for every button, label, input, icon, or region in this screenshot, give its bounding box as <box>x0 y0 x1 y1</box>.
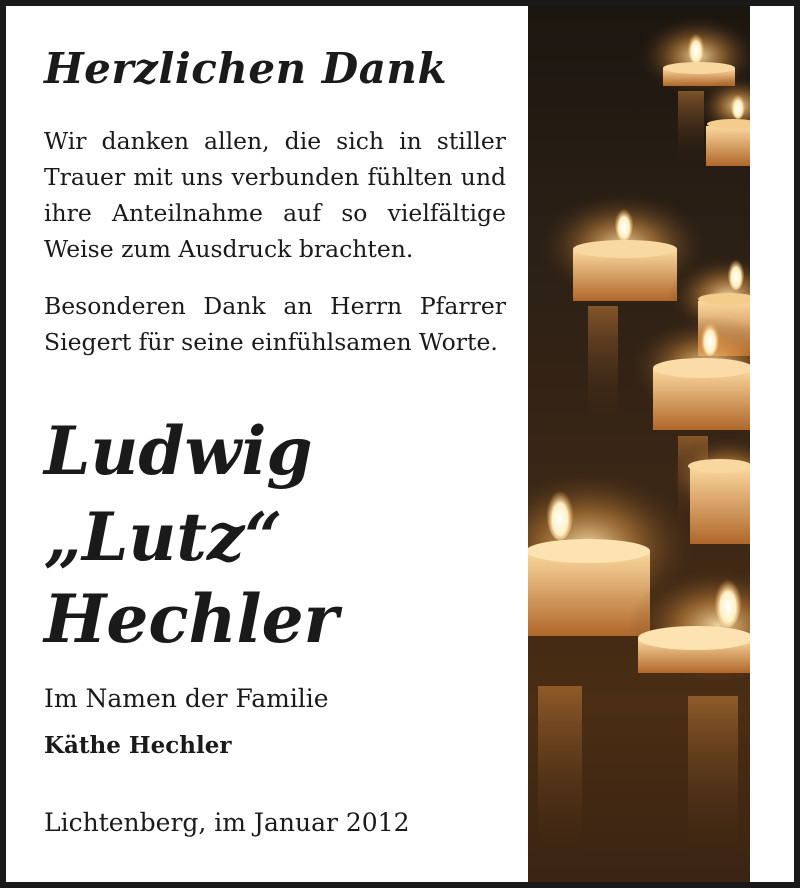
signer-name: Käthe Hechler <box>44 732 232 759</box>
candles-photo <box>528 6 750 882</box>
deceased-first-name: Ludwig <box>44 412 313 490</box>
deceased-nickname: „Lutz“ <box>44 498 283 576</box>
family-line: Im Namen der Familie <box>44 684 329 713</box>
right-margin <box>750 6 794 882</box>
thanks-paragraph: Wir danken allen, die sich in stiller Trauer mit uns verbunden fühlten und ihre Anteilnahme auf so vielfältige Weise zum Ausdruck brachten. <box>44 127 506 263</box>
pastor-thanks-paragraph: Besonderen Dank an Herrn Pfarrer Siegert für seine einfühlsamen Worte. <box>44 292 506 356</box>
headline: Herzlichen Dank <box>44 44 448 93</box>
tealight-candles-icon <box>528 6 750 882</box>
place-and-date: Lichtenberg, im Januar 2012 <box>44 808 410 837</box>
deceased-last-name: Hechler <box>44 580 339 658</box>
